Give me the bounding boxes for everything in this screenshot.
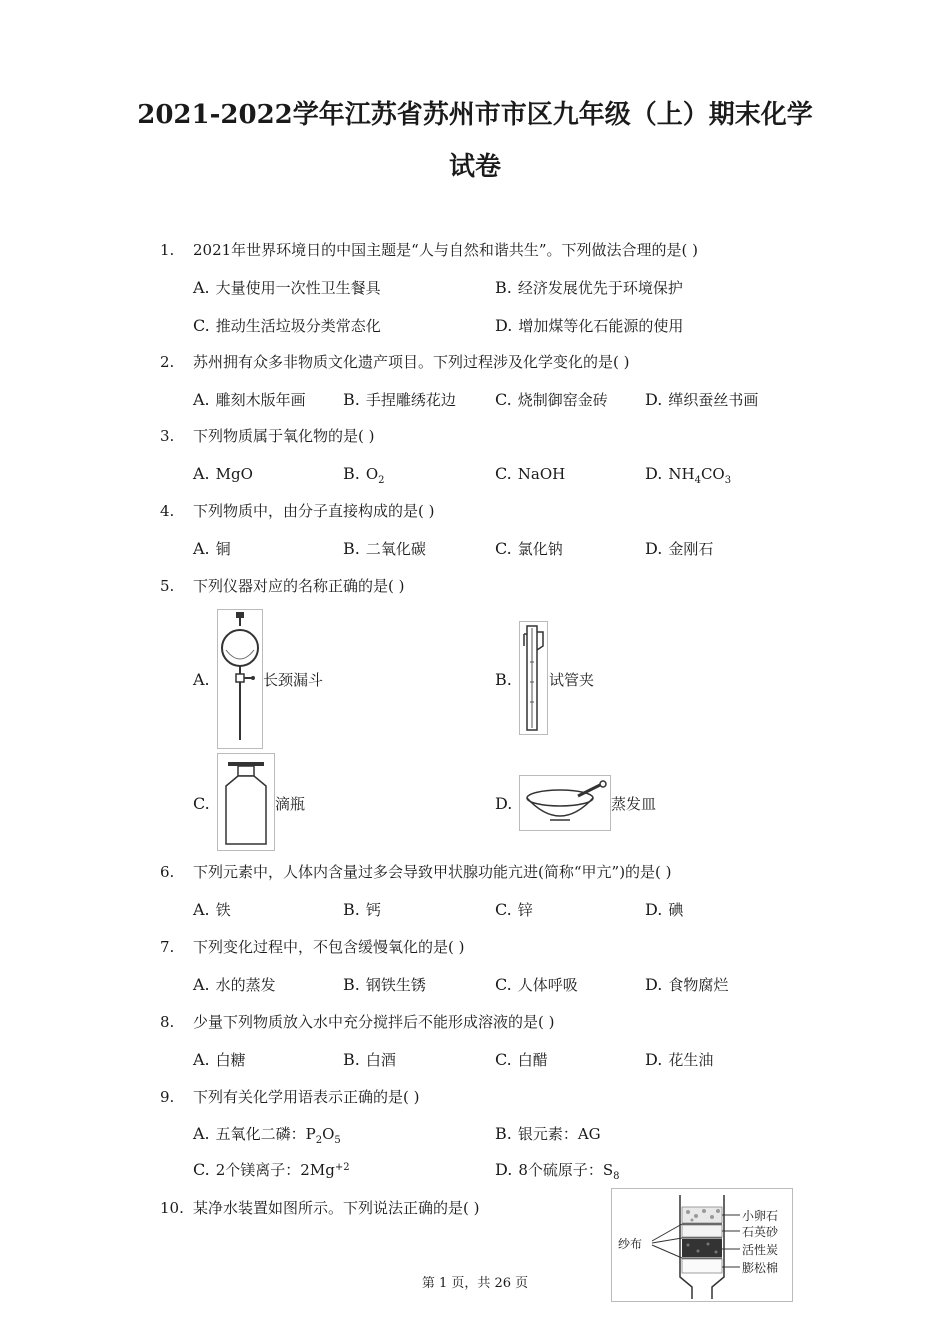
- filter-label-gauze: 纱布: [618, 1237, 643, 1251]
- question-number: 7.: [160, 938, 175, 956]
- option-b[interactable]: B. 钙: [343, 900, 381, 919]
- option-c-text: 滴瓶: [275, 795, 306, 813]
- option-b[interactable]: B. 钢铁生锈: [343, 975, 426, 994]
- option-d[interactable]: D. 8个硫原子：$S_8$: [495, 1160, 620, 1182]
- option-d[interactable]: D. 碘: [645, 900, 684, 919]
- option-b[interactable]: B. 经济发展优先于环境保护: [495, 278, 683, 297]
- page-title-line1: 2021-2022学年江苏省苏州市市区九年级（上）期末化学: [137, 100, 813, 130]
- option-c[interactable]: C. 氯化钠: [495, 539, 563, 558]
- question-stem: 下列变化过程中，不包含缓慢氧化的是( ): [193, 938, 465, 956]
- option-d[interactable]: D. $NH_4CO_3$: [645, 464, 732, 486]
- option-d[interactable]: D.: [495, 794, 513, 813]
- question-number: 4.: [160, 502, 175, 520]
- filter-label-cotton: 膨松棉: [742, 1261, 779, 1275]
- option-a[interactable]: A. MgO: [193, 464, 253, 483]
- option-a-text: 长颈漏斗: [263, 671, 324, 689]
- option-a[interactable]: A. 白糖: [193, 1050, 246, 1069]
- filter-label-sand: 石英砂: [742, 1225, 779, 1239]
- option-c[interactable]: C. 锌: [495, 900, 533, 919]
- option-b[interactable]: B. $O_2$: [343, 464, 385, 486]
- option-a[interactable]: A.: [193, 670, 210, 689]
- question-stem: 下列有关化学用语表示正确的是( ): [193, 1088, 420, 1106]
- option-a[interactable]: A. 铁: [193, 900, 231, 919]
- question-stem: 下列仪器对应的名称正确的是( ): [193, 577, 405, 595]
- question-stem: 下列元素中，人体内含量过多会导致甲状腺功能亢进(简称“甲亢”)的是( ): [193, 863, 672, 881]
- option-b[interactable]: B. 二氧化碳: [343, 539, 426, 558]
- option-d[interactable]: D. 金刚石: [645, 539, 714, 558]
- option-a[interactable]: A. 雕刻木版年画: [193, 390, 306, 409]
- option-c[interactable]: C. 烧制御窑金砖: [495, 390, 608, 409]
- option-c[interactable]: C. 推动生活垃圾分类常态化: [193, 316, 381, 335]
- test-tube-clamp-image: [519, 621, 548, 735]
- option-a[interactable]: A. 水的蒸发: [193, 975, 276, 994]
- option-c[interactable]: C.: [193, 794, 210, 813]
- option-c[interactable]: C. 2个镁离子：$2Mg^{+2}$: [193, 1160, 350, 1179]
- question-number: 3.: [160, 427, 175, 445]
- option-d[interactable]: D. 增加煤等化石能源的使用: [495, 316, 684, 335]
- question-number: 6.: [160, 863, 175, 881]
- question-stem: 苏州拥有众多非物质文化遗产项目。下列过程涉及化学变化的是( ): [193, 353, 630, 371]
- question-stem: 下列物质中，由分子直接构成的是( ): [193, 502, 435, 520]
- option-a[interactable]: A. 铜: [193, 539, 231, 558]
- question-number: 10.: [160, 1199, 184, 1217]
- filter-label-pebbles: 小卵石: [742, 1209, 779, 1223]
- option-c[interactable]: C. 白醋: [495, 1050, 548, 1069]
- option-b[interactable]: B. 白酒: [343, 1050, 396, 1069]
- question-number: 5.: [160, 577, 175, 595]
- question-stem: 少量下列物质放入水中充分搅拌后不能形成溶液的是( ): [193, 1013, 555, 1031]
- option-c[interactable]: C. NaOH: [495, 464, 566, 483]
- filter-label-carbon: 活性炭: [742, 1243, 779, 1257]
- question-number: 2.: [160, 353, 175, 371]
- reagent-bottle-image: [217, 753, 275, 851]
- option-b[interactable]: B. 银元素：AG: [495, 1124, 601, 1143]
- option-d-text: 蒸发皿: [611, 795, 657, 813]
- option-b[interactable]: B. 手捏雕绣花边: [343, 390, 456, 409]
- question-stem: 下列物质属于氧化物的是( ): [193, 427, 375, 445]
- option-d[interactable]: D. 缂织蚕丝书画: [645, 390, 759, 409]
- question-number: 9.: [160, 1088, 175, 1106]
- option-a[interactable]: A. 五氧化二磷：$P_2O_5$: [193, 1124, 341, 1146]
- page-footer: 第 1 页，共 26 页: [421, 1276, 529, 1291]
- option-d[interactable]: D. 食物腐烂: [645, 975, 729, 994]
- option-b[interactable]: B.: [495, 670, 512, 689]
- option-a[interactable]: A. 大量使用一次性卫生餐具: [193, 278, 381, 297]
- option-c[interactable]: C. 人体呼吸: [495, 975, 578, 994]
- mortar-pestle-image: [519, 775, 611, 831]
- option-d[interactable]: D. 花生油: [645, 1050, 714, 1069]
- question-stem: 某净水装置如图所示。下列说法正确的是( ): [193, 1199, 480, 1217]
- question-stem: 2021年世界环境日的中国主题是“人与自然和谐共生”。下列做法合理的是( ): [193, 241, 698, 259]
- question-number: 1.: [160, 241, 175, 259]
- separatory-funnel-image: [217, 609, 263, 749]
- page-title-line2: 试卷: [448, 152, 501, 182]
- option-b-text: 试管夹: [549, 671, 595, 689]
- question-number: 8.: [160, 1013, 175, 1031]
